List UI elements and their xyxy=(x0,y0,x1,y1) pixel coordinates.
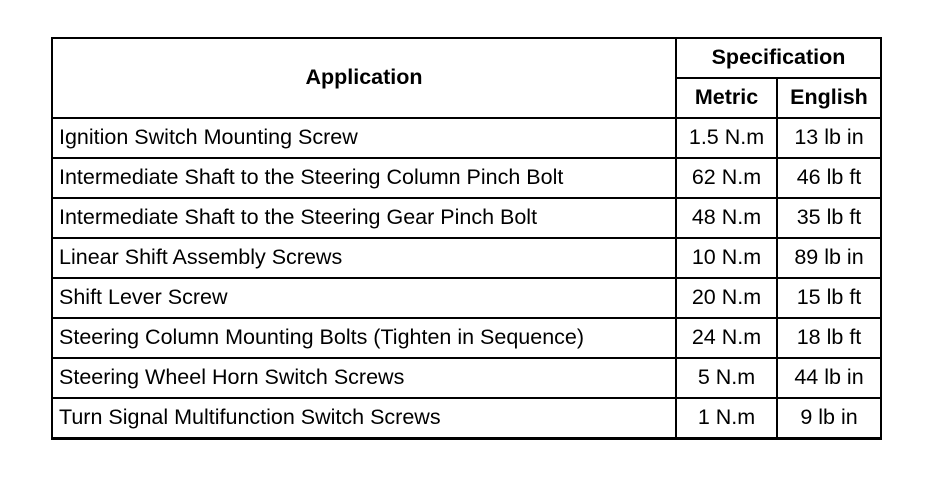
metric-cell: 1 N.m xyxy=(676,398,777,439)
english-cell: 46 lb ft xyxy=(777,158,881,198)
english-cell: 15 lb ft xyxy=(777,278,881,318)
application-cell: Shift Lever Screw xyxy=(52,278,676,318)
table-header xyxy=(52,38,881,118)
english-cell: 35 lb ft xyxy=(777,198,881,238)
table-row xyxy=(52,318,881,358)
table-row xyxy=(52,118,881,158)
english-cell: 9 lb in xyxy=(777,398,881,439)
application-header: Application xyxy=(52,38,676,118)
application-cell: Intermediate Shaft to the Steering Column Pinch Bolt xyxy=(52,158,676,198)
table-row xyxy=(52,198,881,238)
english-cell: 89 lb in xyxy=(777,238,881,278)
metric-cell: 62 N.m xyxy=(676,158,777,198)
metric-cell: 48 N.m xyxy=(676,198,777,238)
application-cell: Turn Signal Multifunction Switch Screws xyxy=(52,398,676,439)
metric-cell: 10 N.m xyxy=(676,238,777,278)
metric-cell: 24 N.m xyxy=(676,318,777,358)
english-cell: 18 lb ft xyxy=(777,318,881,358)
table-row xyxy=(52,238,881,278)
table-row xyxy=(52,398,881,439)
metric-cell: 1.5 N.m xyxy=(676,118,777,158)
application-cell: Linear Shift Assembly Screws xyxy=(52,238,676,278)
english-cell: 13 lb in xyxy=(777,118,881,158)
application-cell: Ignition Switch Mounting Screw xyxy=(52,118,676,158)
metric-header: Metric xyxy=(676,78,777,118)
metric-cell: 5 N.m xyxy=(676,358,777,398)
specification-header: Specification xyxy=(676,38,881,78)
application-cell: Intermediate Shaft to the Steering Gear Pinch Bolt xyxy=(52,198,676,238)
english-header: English xyxy=(777,78,881,118)
table-body xyxy=(52,118,881,439)
application-cell: Steering Wheel Horn Switch Screws xyxy=(52,358,676,398)
table-row xyxy=(52,158,881,198)
table-row xyxy=(52,358,881,398)
application-cell: Steering Column Mounting Bolts (Tighten in Sequence) xyxy=(52,318,676,358)
english-cell: 44 lb in xyxy=(777,358,881,398)
fastener-spec-table xyxy=(51,37,882,440)
table-row xyxy=(52,278,881,318)
metric-cell: 20 N.m xyxy=(676,278,777,318)
